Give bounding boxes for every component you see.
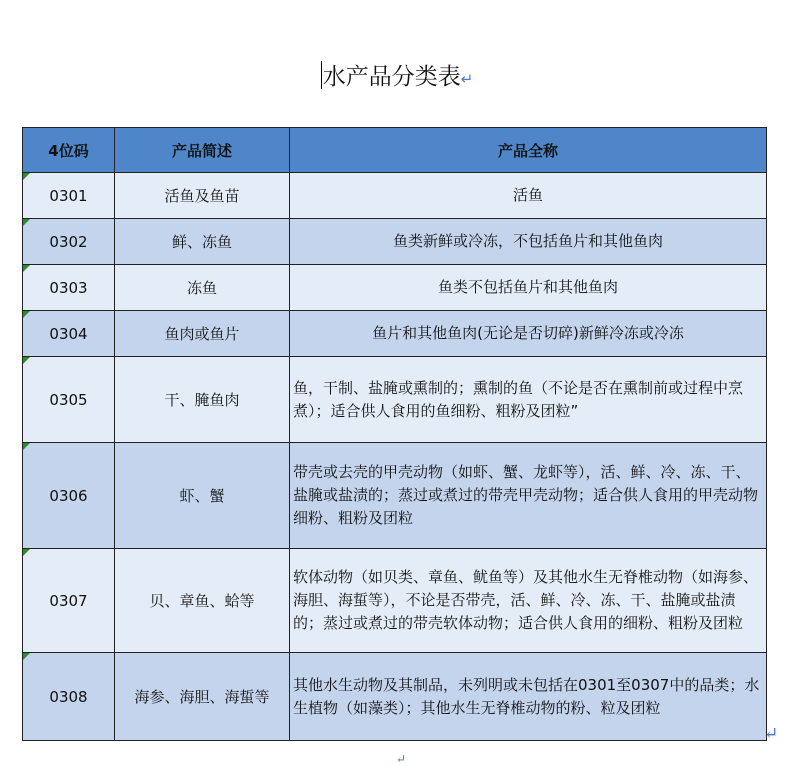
cell-full: 活鱼	[290, 173, 767, 219]
cell-code: 0306	[49, 486, 88, 505]
cell-brief: 海参、海胆、海蜇等	[115, 653, 290, 741]
cell-full: 其他水生动物及其制品，未列明或未包括在0301至0307中的品类；水生植物（如藻类）；其他水生无脊椎动物的粉、粒及团粒	[290, 653, 767, 741]
green-triangle-icon	[23, 311, 30, 318]
cell-brief: 贝、章鱼、蛤等	[115, 549, 290, 653]
cell-code: 0308	[49, 687, 88, 706]
cell-code: 0302	[49, 232, 88, 251]
cell-code: 0303	[49, 278, 88, 297]
green-triangle-icon	[23, 357, 30, 364]
cell-full: 鱼类新鲜或冷冻，不包括鱼片和其他鱼肉	[290, 219, 767, 265]
green-triangle-icon	[23, 265, 30, 272]
text-cursor	[321, 61, 322, 89]
table-row	[23, 443, 767, 549]
header-full: 产品全称	[290, 128, 767, 173]
header-code: 4位码	[23, 128, 115, 173]
cell-code: 0307	[49, 591, 88, 610]
product-table	[22, 127, 767, 741]
cell-brief: 活鱼及鱼苗	[115, 173, 290, 219]
cell-full: 带壳或去壳的甲壳动物（如虾、蟹、龙虾等），活、鲜、冷、冻、干、盐腌或盐渍的；蒸过或煮过的带壳甲壳动物；适合供人食用的甲壳动物细粉、粗粉及团粒	[290, 443, 767, 549]
green-triangle-icon	[23, 549, 30, 556]
cell-code: 0304	[49, 324, 88, 343]
cell-full: 鱼片和其他鱼肉(无论是否切碎)新鲜冷冻或冷冻	[290, 311, 767, 357]
green-triangle-icon	[23, 653, 30, 660]
table-row	[23, 653, 767, 741]
table-row	[23, 311, 767, 357]
cell-full: 软体动物（如贝类、章鱼、鱿鱼等）及其他水生无脊椎动物（如海参、海胆、海蜇等），不论是否带壳，活、鲜、冷、冻、干、盐腌或盐渍的；蒸过或煮过的带壳软体动物；适合供人食用的细粉、粗粉及团粒	[290, 549, 767, 653]
header-brief: 产品简述	[115, 128, 290, 173]
table-row	[23, 173, 767, 219]
cell-full: 鱼，干制、盐腌或熏制的；熏制的鱼（不论是否在熏制前或过程中烹煮）；适合供人食用的鱼细粉、粗粉及团粒”	[290, 357, 767, 443]
cell-full: 鱼类不包括鱼片和其他鱼肉	[290, 265, 767, 311]
cell-brief: 鱼肉或鱼片	[115, 311, 290, 357]
table-row	[23, 219, 767, 265]
table-row	[23, 549, 767, 653]
green-triangle-icon	[23, 443, 30, 450]
paragraph-mark-icon: ↵	[460, 70, 474, 88]
cell-brief: 冻鱼	[115, 265, 290, 311]
table-header-row	[23, 128, 767, 173]
page-title	[0, 58, 794, 91]
table-row	[23, 265, 767, 311]
cell-code: 0305	[49, 390, 88, 409]
paragraph-mark-icon: ↵	[764, 724, 779, 744]
cell-brief: 干、腌鱼肉	[115, 357, 290, 443]
cell-brief: 虾、蟹	[115, 443, 290, 549]
title-text: 水产品分类表	[322, 64, 461, 90]
table-row	[23, 357, 767, 443]
cell-brief: 鲜、冻鱼	[115, 219, 290, 265]
green-triangle-icon	[23, 173, 30, 180]
cell-code: 0301	[49, 186, 88, 205]
green-triangle-icon	[23, 219, 30, 226]
paragraph-mark-icon: ↵	[396, 752, 407, 766]
